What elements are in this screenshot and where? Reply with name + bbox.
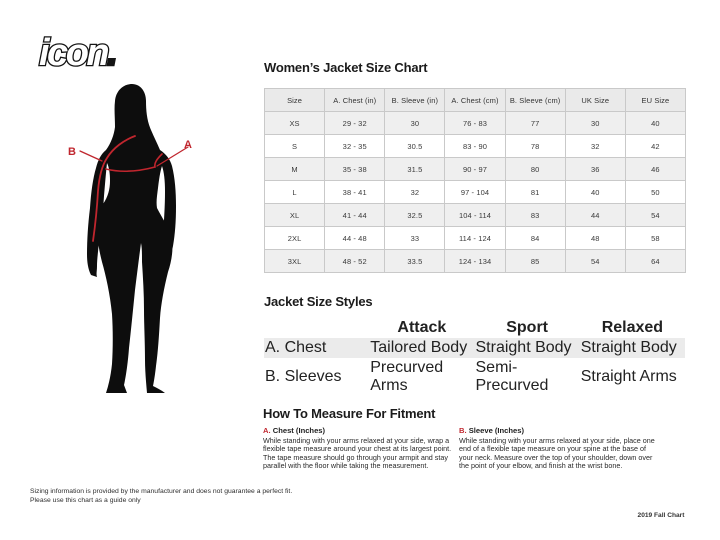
table-cell: 36 [565, 158, 625, 181]
measure-sleeve-label [459, 426, 655, 435]
table-cell: 32.5 [385, 204, 445, 227]
measure-chest-block [263, 426, 455, 471]
table-cell: 38 - 41 [325, 181, 385, 204]
table-cell: 85 [505, 250, 565, 273]
measure-chest-label [263, 426, 455, 435]
how-to-measure-title: How To Measure For Fitment [263, 406, 436, 421]
icon-logo-icon [36, 26, 166, 76]
table-cell: 41 - 44 [325, 204, 385, 227]
table-cell: 48 [565, 227, 625, 250]
table-row [265, 181, 686, 204]
table-cell: Semi-Precurved [475, 358, 580, 396]
table-cell: 32 [385, 181, 445, 204]
column-header: A. Chest (in) [325, 89, 385, 112]
table-cell: 29 - 32 [325, 112, 385, 135]
table-row [265, 250, 686, 273]
table-cell: 33.5 [385, 250, 445, 273]
table-cell: 90 - 97 [445, 158, 505, 181]
measure-chest-marker: A. [263, 426, 271, 435]
table-cell: 58 [625, 227, 685, 250]
table-cell: 44 [565, 204, 625, 227]
column-header: A. Chest (cm) [445, 89, 505, 112]
table-cell: Tailored Body [369, 338, 474, 358]
woman-silhouette [87, 84, 176, 393]
table-row [264, 338, 685, 358]
icon-brand-logo [36, 26, 166, 76]
table-cell: 35 - 38 [325, 158, 385, 181]
column-header: Attack [369, 318, 474, 338]
table-cell: 80 [505, 158, 565, 181]
table-cell: 84 [505, 227, 565, 250]
chart-version: 2019 Fall Chart [637, 512, 685, 519]
table-cell: 44 - 48 [325, 227, 385, 250]
table-row [264, 358, 685, 396]
measure-sleeve-text: While standing with your arms relaxed at your side, place one end of a flexible tape measure on your spine at the base of your neck. Measure over the top of your shoulder, down over the point of your elbow, and finish at the wrist bone. [459, 436, 655, 471]
table-row [265, 135, 686, 158]
table-cell: M [265, 158, 325, 181]
sizing-disclaimer [30, 488, 360, 505]
table-cell: Precurved Arms [369, 358, 474, 396]
table-header-row [265, 89, 686, 112]
measure-sleeve-marker: B. [459, 426, 467, 435]
table-cell: 2XL [265, 227, 325, 250]
table-cell: 114 - 124 [445, 227, 505, 250]
table-cell: 30 [565, 112, 625, 135]
table-cell: 77 [505, 112, 565, 135]
table-cell: 42 [625, 135, 685, 158]
styles-title: Jacket Size Styles [264, 294, 373, 309]
disclaimer-line-1: Sizing information is provided by the manufacturer and does not guarantee a perfect fit. [30, 488, 293, 495]
table-cell: 83 - 90 [445, 135, 505, 158]
table-cell: 78 [505, 135, 565, 158]
label-b-pointer-line [80, 151, 102, 161]
table-cell: XL [265, 204, 325, 227]
table-cell: 83 [505, 204, 565, 227]
styles-table [264, 318, 685, 396]
table-cell: A. Chest [264, 338, 369, 358]
table-cell: 50 [625, 181, 685, 204]
measure-chest-text: While standing with your arms relaxed at your side, wrap a flexible tape measure around your chest at its largest point. The tape measure should go through your armpit and stay parallel with the floor while taking the measurement. [263, 436, 452, 471]
size-chart-table [264, 88, 686, 273]
column-header: Relaxed [580, 318, 685, 338]
table-row [265, 227, 686, 250]
measure-sleeve-label-text: Sleeve (Inches) [468, 426, 525, 435]
measure-chest-label-text: Chest (Inches) [272, 426, 326, 435]
table-cell: Straight Body [580, 338, 685, 358]
disclaimer-line-2: Please use this chart as a guide only [30, 496, 141, 504]
table-cell: B. Sleeves [264, 358, 369, 396]
table-row [265, 158, 686, 181]
column-header: UK Size [565, 89, 625, 112]
measure-sleeve-block [459, 426, 655, 471]
size-chart-title: Women’s Jacket Size Chart [264, 60, 428, 75]
table-cell: XS [265, 112, 325, 135]
table-cell: 64 [625, 250, 685, 273]
table-header-row [264, 318, 685, 338]
logo-text: icon. [39, 32, 116, 74]
table-cell: 30 [385, 112, 445, 135]
column-header: EU Size [625, 89, 685, 112]
table-row [265, 112, 686, 135]
table-cell: 3XL [265, 250, 325, 273]
column-header: Sport [475, 318, 580, 338]
table-cell: 40 [625, 112, 685, 135]
column-header: Size [265, 89, 325, 112]
label-a: A [184, 139, 192, 151]
table-cell: Straight Body [475, 338, 580, 358]
table-cell: 54 [625, 204, 685, 227]
column-header: B. Sleeve (in) [385, 89, 445, 112]
table-cell: 104 - 114 [445, 204, 505, 227]
table-cell: 32 - 35 [325, 135, 385, 158]
measurement-figure [40, 70, 250, 410]
table-cell: 33 [385, 227, 445, 250]
table-cell: Straight Arms [580, 358, 685, 396]
table-cell: 54 [565, 250, 625, 273]
table-cell: 76 - 83 [445, 112, 505, 135]
blank-header-cell [264, 318, 369, 338]
table-cell: S [265, 135, 325, 158]
label-b: B [68, 146, 76, 158]
table-cell: L [265, 181, 325, 204]
table-cell: 32 [565, 135, 625, 158]
table-row [265, 204, 686, 227]
table-cell: 81 [505, 181, 565, 204]
table-cell: 48 - 52 [325, 250, 385, 273]
table-cell: 40 [565, 181, 625, 204]
table-cell: 30.5 [385, 135, 445, 158]
table-cell: 46 [625, 158, 685, 181]
column-header: B. Sleeve (cm) [505, 89, 565, 112]
table-cell: 31.5 [385, 158, 445, 181]
table-cell: 97 - 104 [445, 181, 505, 204]
table-cell: 124 - 134 [445, 250, 505, 273]
